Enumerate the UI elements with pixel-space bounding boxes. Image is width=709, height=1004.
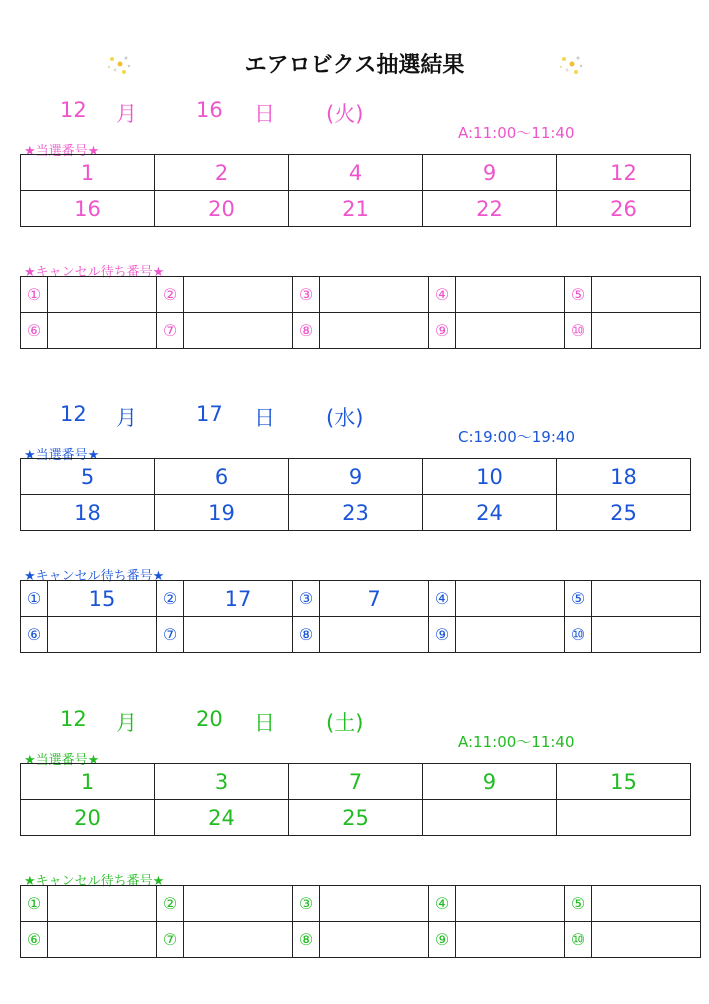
circled-index: ⑥ xyxy=(21,313,48,349)
table-row xyxy=(21,155,691,191)
circled-index: ② xyxy=(157,581,184,617)
table-row xyxy=(21,617,701,653)
table-row xyxy=(21,922,701,958)
winner-number: 9 xyxy=(423,155,557,191)
winner-number: 25 xyxy=(557,495,691,531)
table-row xyxy=(21,313,701,349)
circled-index: ⑦ xyxy=(157,313,184,349)
circled-index: ④ xyxy=(429,277,456,313)
cancel-number xyxy=(184,277,293,313)
cancel-number xyxy=(456,886,565,922)
date-weekday: (水) xyxy=(326,406,364,430)
cancel-number xyxy=(320,617,429,653)
cancel-number xyxy=(320,277,429,313)
date-month-unit: 月 xyxy=(116,406,137,430)
cancel-number xyxy=(48,617,157,653)
cancel-number xyxy=(48,313,157,349)
cancel-number: 15 xyxy=(48,581,157,617)
circled-index: ④ xyxy=(429,886,456,922)
date-day-unit: 日 xyxy=(254,711,275,735)
winner-number: 22 xyxy=(423,191,557,227)
table-row xyxy=(21,277,701,313)
winner-number: 18 xyxy=(557,459,691,495)
sparkle-icon xyxy=(104,50,134,80)
circled-index: ③ xyxy=(293,277,320,313)
cancel-header: ★キャンセル待ち番号★ xyxy=(24,874,165,889)
winners-header: ★当選番号★ xyxy=(24,753,100,768)
circled-index: ③ xyxy=(293,581,320,617)
winner-number: 26 xyxy=(557,191,691,227)
cancel-number xyxy=(592,922,701,958)
circled-index: ⑨ xyxy=(429,617,456,653)
winner-number: 1 xyxy=(21,155,155,191)
date-month: 12 xyxy=(60,402,87,426)
cancel-number xyxy=(184,886,293,922)
session-time: C:19:00～19:40 xyxy=(458,428,575,446)
circled-index: ⑤ xyxy=(565,886,592,922)
winner-number: 4 xyxy=(289,155,423,191)
circled-index: ② xyxy=(157,277,184,313)
circled-index: ⑧ xyxy=(293,313,320,349)
winner-number: 21 xyxy=(289,191,423,227)
date-day: 16 xyxy=(196,98,223,122)
cancel-number xyxy=(456,313,565,349)
cancel-number xyxy=(48,922,157,958)
winner-number: 16 xyxy=(21,191,155,227)
circled-index: ⑨ xyxy=(429,922,456,958)
table-row xyxy=(21,191,691,227)
date-weekday: (土) xyxy=(326,711,364,735)
winner-number: 5 xyxy=(21,459,155,495)
winner-number: 2 xyxy=(155,155,289,191)
circled-index: ⑧ xyxy=(293,617,320,653)
winner-number: 24 xyxy=(155,800,289,836)
winner-number: 15 xyxy=(556,764,690,800)
circled-index: ⑩ xyxy=(565,617,592,653)
winner-number: 18 xyxy=(21,495,155,531)
winner-number: 12 xyxy=(557,155,691,191)
circled-index: ⑨ xyxy=(429,313,456,349)
cancel-number xyxy=(184,922,293,958)
cancel-number xyxy=(320,886,429,922)
winners-table xyxy=(20,458,691,531)
table-row xyxy=(21,459,691,495)
cancel-number xyxy=(456,922,565,958)
cancel-number xyxy=(48,277,157,313)
winner-number xyxy=(423,800,557,836)
table-row xyxy=(21,764,691,800)
cancel-header: ★キャンセル待ち番号★ xyxy=(24,265,165,280)
table-row xyxy=(21,800,691,836)
cancel-number xyxy=(456,617,565,653)
date-month: 12 xyxy=(60,707,87,731)
circled-index: ③ xyxy=(293,886,320,922)
winners-header: ★当選番号★ xyxy=(24,144,100,159)
circled-index: ⑦ xyxy=(157,617,184,653)
page-title: エアロビクス抽選結果 xyxy=(244,53,465,78)
table-row xyxy=(21,886,701,922)
cancel-number: 7 xyxy=(320,581,429,617)
table-row xyxy=(21,581,701,617)
winner-number: 9 xyxy=(423,764,557,800)
winner-number: 20 xyxy=(21,800,155,836)
circled-index: ⑤ xyxy=(565,277,592,313)
cancel-number xyxy=(320,922,429,958)
table-row xyxy=(21,495,691,531)
winner-number: 1 xyxy=(21,764,155,800)
winner-number: 24 xyxy=(423,495,557,531)
cancel-table xyxy=(20,885,701,958)
date-day: 17 xyxy=(196,402,223,426)
winners-table xyxy=(20,763,691,836)
circled-index: ⑦ xyxy=(157,922,184,958)
cancel-header: ★キャンセル待ち番号★ xyxy=(24,569,165,584)
cancel-table xyxy=(20,276,701,349)
cancel-number: 17 xyxy=(184,581,293,617)
circled-index: ⑩ xyxy=(565,922,592,958)
winners-table xyxy=(20,154,691,227)
cancel-number xyxy=(592,886,701,922)
circled-index: ⑤ xyxy=(565,581,592,617)
winner-number: 20 xyxy=(155,191,289,227)
date-month-unit: 月 xyxy=(116,711,137,735)
circled-index: ② xyxy=(157,886,184,922)
cancel-number xyxy=(456,581,565,617)
winner-number: 25 xyxy=(289,800,423,836)
circled-index: ① xyxy=(21,277,48,313)
cancel-number xyxy=(456,277,565,313)
cancel-number xyxy=(48,886,157,922)
circled-index: ① xyxy=(21,581,48,617)
circled-index: ⑥ xyxy=(21,922,48,958)
winner-number: 7 xyxy=(289,764,423,800)
cancel-number xyxy=(592,581,701,617)
session-time: A:11:00～11:40 xyxy=(458,733,575,751)
winner-number: 23 xyxy=(289,495,423,531)
winner-number: 6 xyxy=(155,459,289,495)
cancel-number xyxy=(184,313,293,349)
cancel-table xyxy=(20,580,701,653)
sparkle-icon xyxy=(556,50,586,80)
session-time: A:11:00～11:40 xyxy=(458,124,575,142)
circled-index: ① xyxy=(21,886,48,922)
winners-header: ★当選番号★ xyxy=(24,448,100,463)
date-weekday: (火) xyxy=(326,102,364,126)
circled-index: ④ xyxy=(429,581,456,617)
winner-number: 19 xyxy=(155,495,289,531)
date-day: 20 xyxy=(196,707,223,731)
date-day-unit: 日 xyxy=(254,102,275,126)
cancel-number xyxy=(184,617,293,653)
winner-number: 9 xyxy=(289,459,423,495)
date-day-unit: 日 xyxy=(254,406,275,430)
cancel-number xyxy=(592,277,701,313)
circled-index: ⑩ xyxy=(565,313,592,349)
circled-index: ⑥ xyxy=(21,617,48,653)
date-month-unit: 月 xyxy=(116,102,137,126)
winner-number xyxy=(556,800,690,836)
cancel-number xyxy=(320,313,429,349)
circled-index: ⑧ xyxy=(293,922,320,958)
cancel-number xyxy=(592,313,701,349)
winner-number: 3 xyxy=(155,764,289,800)
date-month: 12 xyxy=(60,98,87,122)
cancel-number xyxy=(592,617,701,653)
winner-number: 10 xyxy=(423,459,557,495)
